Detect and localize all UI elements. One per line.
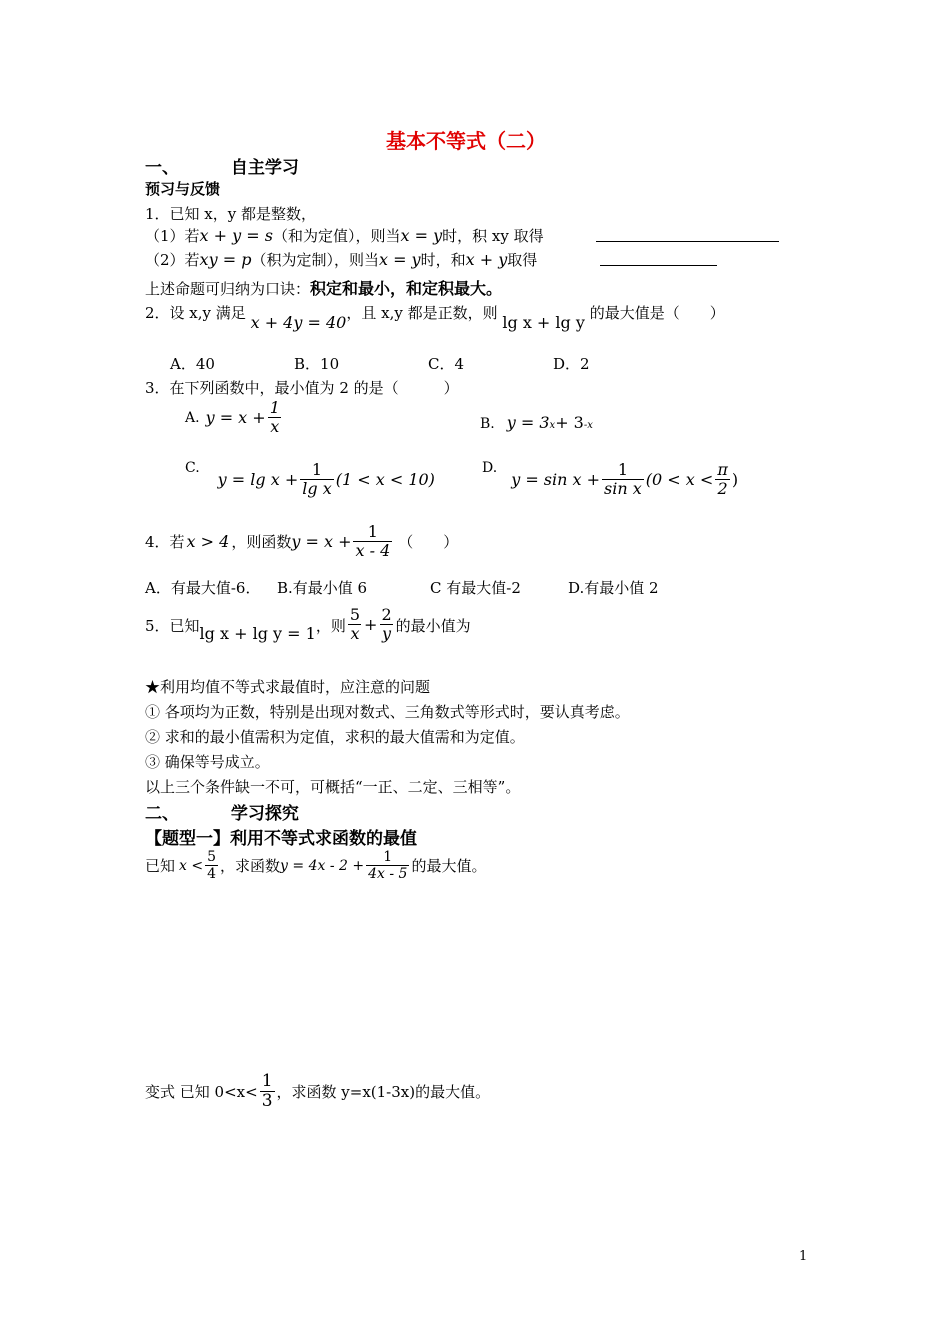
rule-pre: 上述命题可归纳为口诀： <box>145 280 311 298</box>
variant-post: ，求函数 y=x(1-3x)的最大值。 <box>276 1083 491 1102</box>
q2-pre: 2．设 x,y 满足 <box>145 304 246 322</box>
q2-cond: x + 4y = 40 <box>250 313 347 332</box>
q3-b-exp2: -x <box>583 420 593 431</box>
q5-mid: ，则 <box>315 617 346 635</box>
q3-a-expr: y = x + <box>205 408 266 428</box>
q3-option-d[interactable] <box>482 460 738 498</box>
page-title: 基本不等式（二） <box>386 129 546 153</box>
q3-b-expr: y = 3 <box>506 413 550 432</box>
q4-post: （ ） <box>398 533 459 552</box>
q2-option-b[interactable]: B．10 <box>294 355 340 373</box>
q4-option-c[interactable]: C 有最大值-2 <box>430 579 521 597</box>
q5-d2: y <box>382 623 392 643</box>
q3-b-exp1: x <box>549 420 556 431</box>
q2-option-c[interactable]: C．4 <box>428 355 465 373</box>
section-2-title: 学习探究 <box>230 804 299 824</box>
q3-d-fraction <box>602 462 644 498</box>
ex1-cnum: 5 <box>207 849 217 865</box>
q1-p2-post-b: 取得 <box>507 251 538 269</box>
ex1-post: 的最大值。 <box>411 857 487 876</box>
q5-n1: 5 <box>349 605 361 624</box>
q1-p2-math: xy = p <box>199 250 252 269</box>
q1-part2 <box>145 249 537 270</box>
note-3: ③ 确保等号成立。 <box>145 753 270 771</box>
q1-answer-blank-2[interactable] <box>600 251 717 266</box>
q3-c-expr: y = lg x + <box>217 470 299 490</box>
q3-c-post: (1 < x < 10) <box>335 470 435 490</box>
q2-option-d[interactable]: D．2 <box>553 355 590 373</box>
q5-n2: 2 <box>381 605 392 624</box>
q4-option-b[interactable]: B.有最小值 6 <box>277 579 368 597</box>
q1-p1-mid: （和为定值），则当 <box>272 227 401 245</box>
q2-mid: ，且 x,y 都是正数，则 <box>346 304 498 322</box>
q1-intro: 1．已知 x，y 都是整数， <box>145 205 317 223</box>
q4-pre: 4．若 <box>145 533 185 552</box>
section-2-number: 二、 <box>145 804 179 824</box>
q1-p1-post: 时，积 xy 取得 <box>442 227 544 245</box>
q5-fraction-2 <box>379 607 393 643</box>
variant-pre: 变式 已知 0<x< <box>145 1083 258 1102</box>
rule-bold: 积定和最小，和定积最大。 <box>310 279 503 298</box>
q3-d-pi-fraction <box>715 462 730 498</box>
q2-option-a[interactable]: A．40 <box>170 355 215 373</box>
q4-num: 1 <box>367 522 378 541</box>
ex1-num: 1 <box>383 849 393 865</box>
q3-a-den: x <box>270 416 280 436</box>
variant-den: 3 <box>261 1090 273 1111</box>
section-1-title: 自主学习 <box>230 158 299 178</box>
q3-c-den: lg x <box>302 478 332 498</box>
q3-a-fraction <box>268 400 282 436</box>
q3-a-num: 1 <box>269 398 280 417</box>
q3-a-label: A. <box>185 409 200 426</box>
preview-heading: 预习与反馈 <box>145 180 221 198</box>
q1-p2-pre: （2）若 <box>145 251 200 269</box>
q3-option-a[interactable] <box>185 400 284 436</box>
q5-plus: + <box>364 615 378 635</box>
q3-d-pnum: π <box>717 460 728 479</box>
q4-option-d[interactable]: D.有最小值 2 <box>568 579 659 597</box>
q4-mid: ，则函数 <box>231 533 292 552</box>
q2-stem <box>145 302 725 332</box>
q3-d-post-b: ) <box>731 470 739 490</box>
q1-p2-sum: x + y <box>465 250 508 269</box>
q5-cond: lg x + lg y = 1 <box>199 624 316 643</box>
ex1-fraction <box>366 850 409 881</box>
q3-c-num: 1 <box>311 460 323 479</box>
ex1-den: 4x - 5 <box>368 865 408 882</box>
q5-stem <box>145 607 471 643</box>
q1-p2-cond: x = y <box>378 250 421 269</box>
rule-line <box>145 276 502 299</box>
q5-d1: x <box>350 623 360 643</box>
q2-expr: lg x + lg y <box>502 313 585 332</box>
q1-p1-pre: （1）若 <box>145 227 200 245</box>
q3-d-num: 1 <box>617 460 629 479</box>
q3-c-fraction <box>300 462 333 498</box>
variant-num: 1 <box>261 1071 273 1091</box>
q3-d-expr: y = sin x + <box>511 470 601 490</box>
notes-heading: ★利用均值不等式求最值时，应注意的问题 <box>145 678 431 696</box>
q4-stem <box>145 524 458 560</box>
ex1-pre: 已知 <box>145 857 176 876</box>
q3-c-label: C. <box>185 460 200 476</box>
section-1-number: 一、 <box>145 158 179 178</box>
example-1 <box>145 850 486 881</box>
ex1-expr: y = 4x - 2 + <box>280 857 365 874</box>
ex1-cond-fraction <box>205 850 218 881</box>
q2-post: 的最大值是（ ） <box>589 304 725 322</box>
q4-fraction <box>353 524 392 560</box>
section-2-heading <box>145 799 299 824</box>
note-2: ② 求和的最小值需积为定值，求积的最大值需和为定值。 <box>145 728 525 746</box>
q1-answer-blank-1[interactable] <box>596 227 779 242</box>
variant-fraction <box>260 1073 275 1111</box>
q5-pre: 5．已知 <box>145 617 200 635</box>
q5-post: 的最小值为 <box>395 617 471 635</box>
q3-d-pden: 2 <box>717 478 728 498</box>
q1-p1-cond: x = y <box>400 226 443 245</box>
ex1-mid: ，求函数 <box>220 857 281 876</box>
q3-d-post-a: (0 < x < <box>645 470 714 490</box>
notes-summary: 以上三个条件缺一不可，可概括“一正、二定、三相等”。 <box>145 778 521 796</box>
q1-p1-math: x + y = s <box>199 226 273 245</box>
q4-den: x - 4 <box>355 540 391 560</box>
q3-stem: 3．在下列函数中，最小值为 2 的是（ ） <box>145 379 459 397</box>
q3-d-label: D. <box>482 460 498 476</box>
page-number: 1 <box>799 1249 808 1264</box>
q5-fraction-1 <box>348 607 362 643</box>
q3-d-den: sin x <box>604 478 642 498</box>
q1-part1 <box>145 225 544 246</box>
q4-expr: y = x + <box>291 532 352 552</box>
q3-option-c[interactable] <box>185 460 435 498</box>
q4-option-a[interactable]: A．有最大值-6． <box>145 579 261 597</box>
q1-p2-mid: （积为定制），则当 <box>251 251 379 269</box>
q3-option-b[interactable] <box>480 413 593 432</box>
ex1-cond: x < <box>179 857 204 874</box>
ex1-cden: 4 <box>207 865 217 882</box>
q3-b-plus: + 3 <box>555 413 584 432</box>
note-1: ① 各项均为正数，特别是出现对数式、三角数式等形式时，要认真考虑。 <box>145 703 630 721</box>
variant-question <box>145 1073 490 1111</box>
type-1-heading: 【题型一】利用不等式求函数的最值 <box>145 829 417 849</box>
section-1-heading <box>145 153 299 178</box>
q1-p2-post-a: 时，和 <box>420 251 466 269</box>
q4-cond: x > 4 <box>186 532 230 552</box>
q3-b-label: B. <box>480 416 495 432</box>
